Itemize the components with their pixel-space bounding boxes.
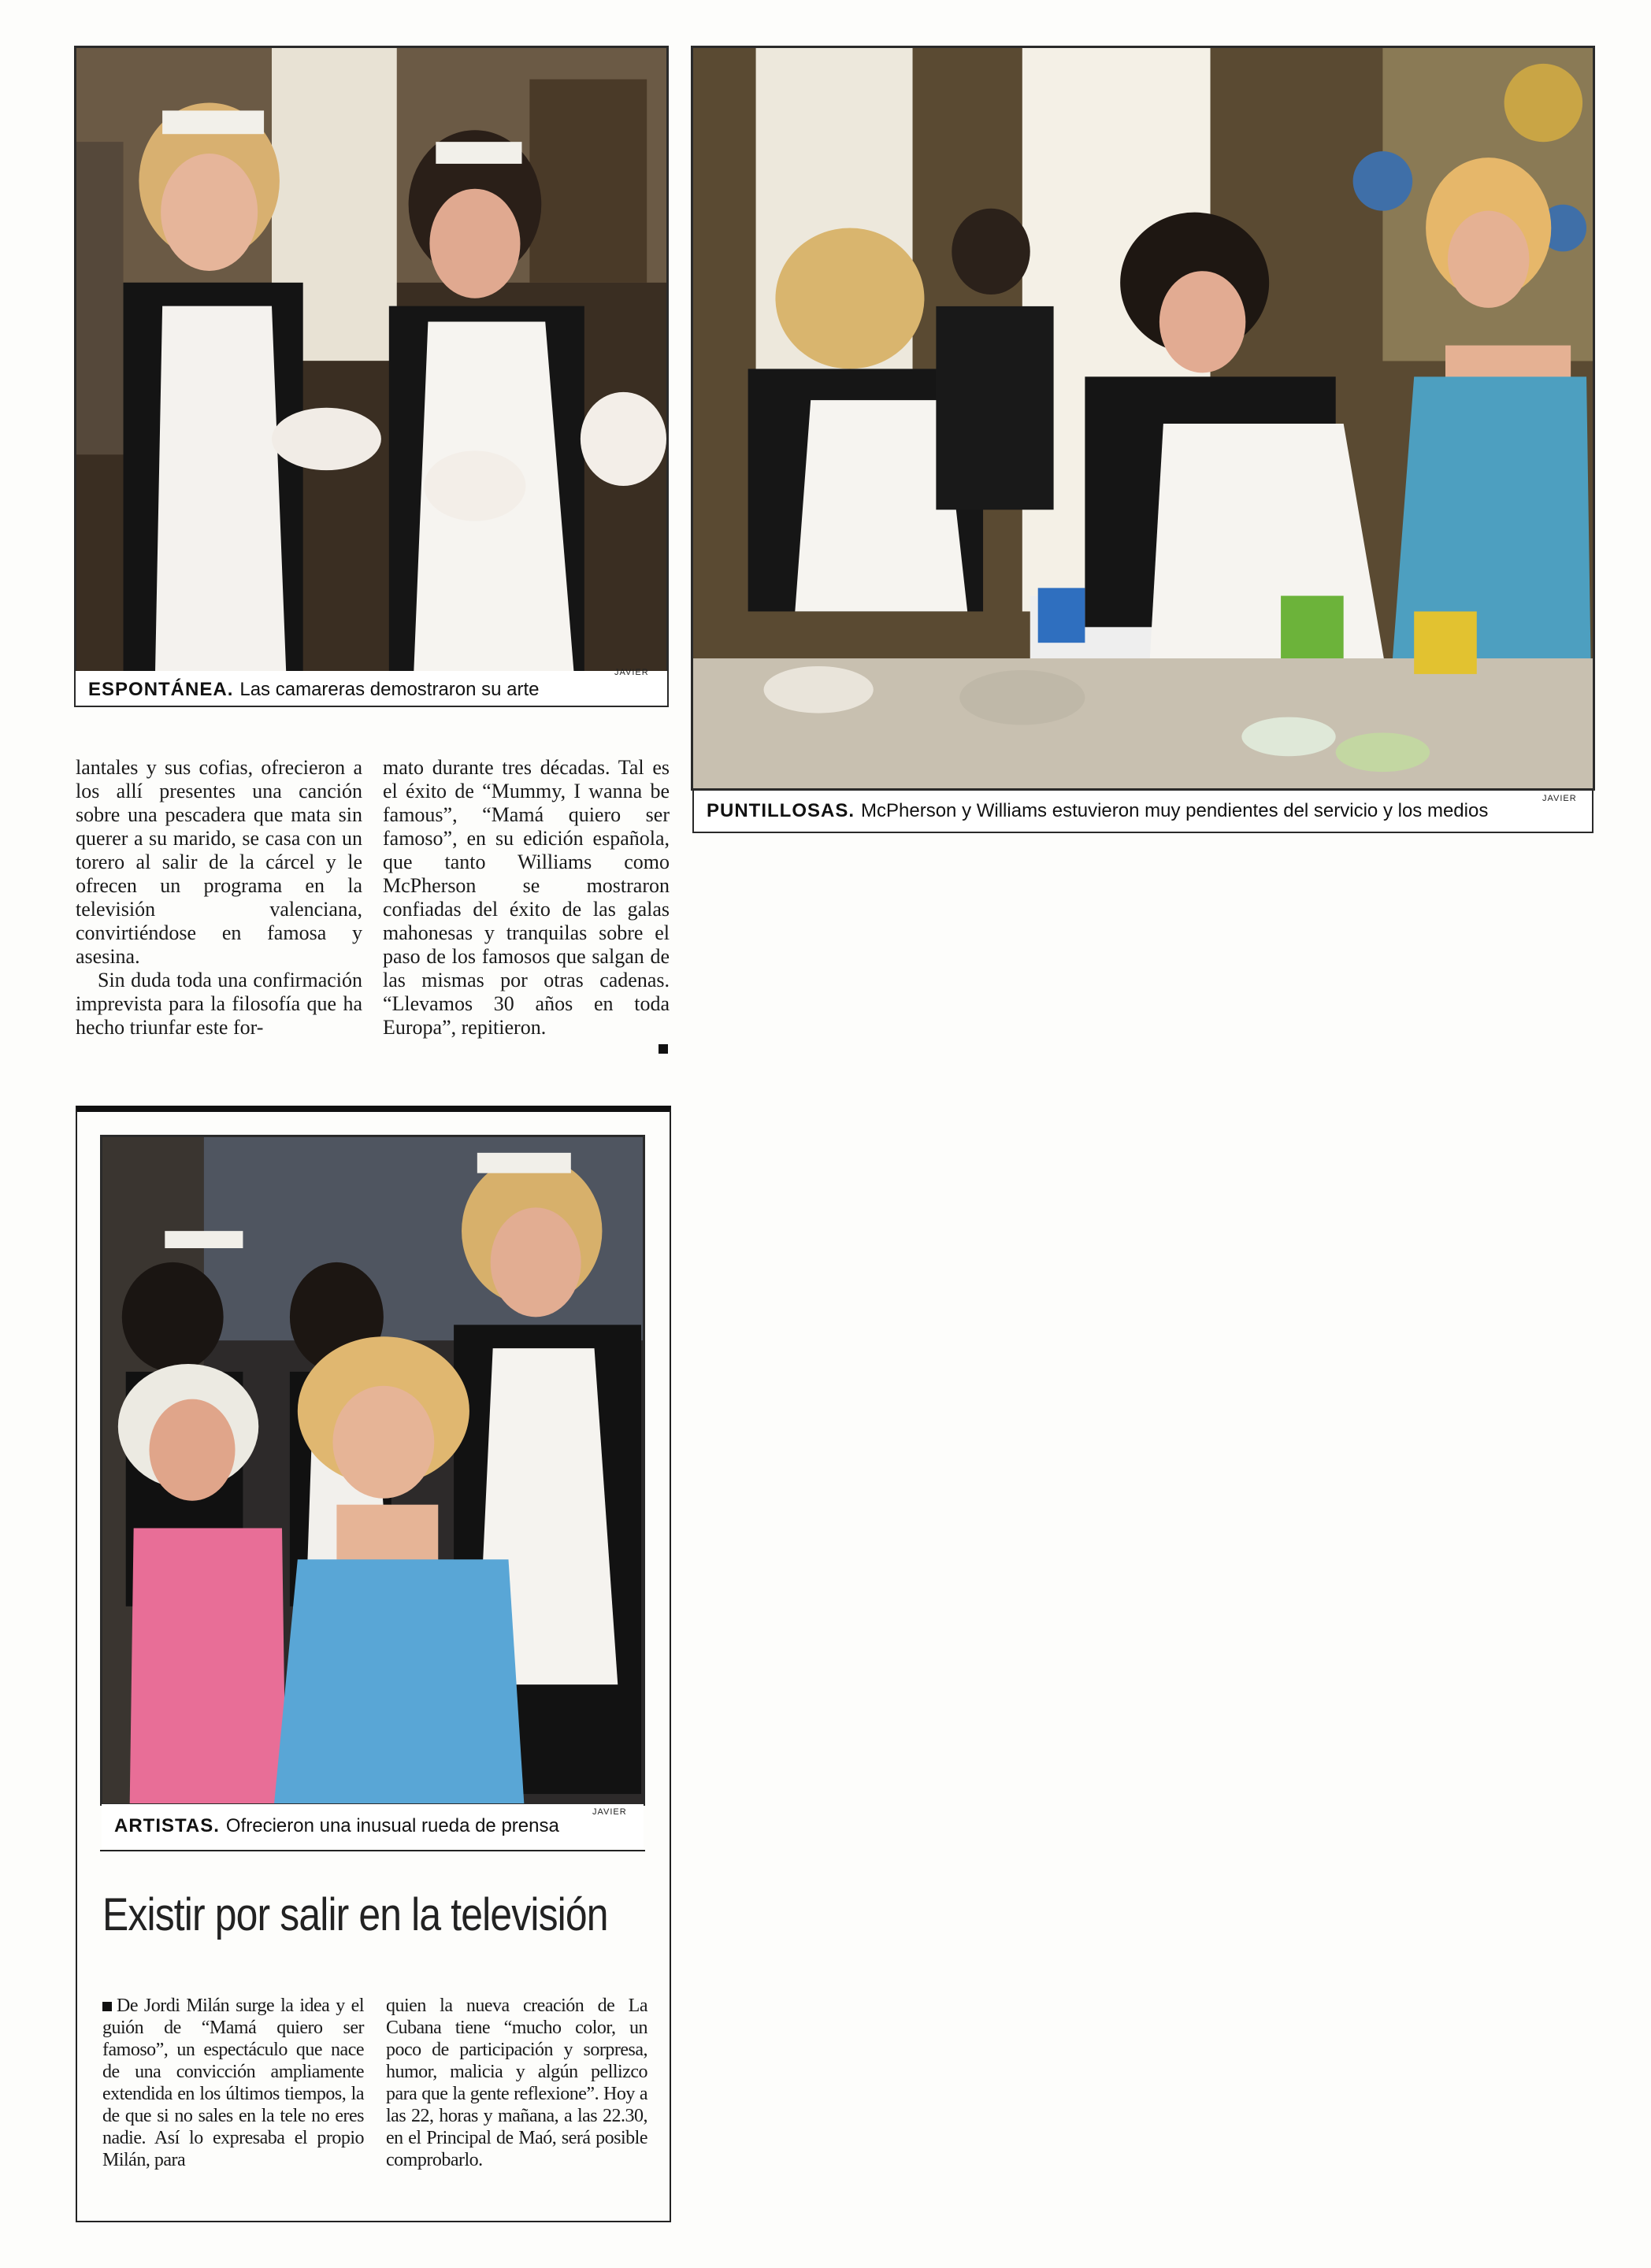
photo-puntillosas-image xyxy=(693,48,1593,788)
caption-keyword: ARTISTAS. xyxy=(114,1815,220,1836)
article-column-2 xyxy=(383,756,670,1040)
article-paragraph: lantales y sus cofias, ofrecieron a los allí presentes una canción sobre una pescadera que mata sin querer a su marido, se casa con un torero al salir de la cárcel y le ofrecen un programa en la televisión valenciana, convirtiéndose en famosa y asesina. xyxy=(76,756,362,968)
article-column-1 xyxy=(76,756,362,1040)
caption-rule xyxy=(100,1850,645,1851)
sidebar-paragraph: quien la nueva creación de La Cubana tiene “mucho color, un poco de participación y sorpresa, humor, malicia y algún pellizco para que la gente reflexione”. Hoy a las 22, horas y mañana, a las 22.30, en el Principal de Maó, será posible comprobarlo. xyxy=(386,1996,647,2170)
bullet-square xyxy=(102,2002,112,2011)
sidebar-column-2 xyxy=(386,1995,647,2171)
caption-puntillosas xyxy=(692,791,1593,833)
photo-credit: JAVIER xyxy=(614,668,649,677)
caption-keyword: PUNTILLOSAS. xyxy=(707,800,855,821)
article-paragraph: mato durante tres décadas. Tal es el éxito de “Mummy, I wanna be famous”, “Mamá quiero ser famoso”, en su edición española, que tanto Williams como McPherson se mostraron confiadas del éxito de las galas mahonesas y tranquilas sobre el paso de los famosos que salgan de las mismas por otras cadenas. “Llevamos 30 años en toda Europa”, repitieron. xyxy=(383,756,670,1039)
photo-credit: JAVIER xyxy=(1542,794,1577,803)
caption-keyword: ESPONTÁNEA. xyxy=(88,679,234,700)
photo-credit: JAVIER xyxy=(592,1807,627,1817)
photo-espontanea xyxy=(74,46,669,707)
photo-espontanea-image xyxy=(76,48,666,705)
sidebar-headline: Existir por salir en la televisión xyxy=(102,1889,608,1940)
end-mark xyxy=(659,1044,668,1054)
caption-text: McPherson y Williams estuvieron muy pendientes del servicio y los medios xyxy=(861,800,1489,821)
caption-text: Ofrecieron una inusual rueda de prensa xyxy=(225,1815,559,1836)
photo-puntillosas xyxy=(691,46,1595,791)
sidebar-paragraph: De Jordi Milán surge la idea y el guión de “Mamá quiero ser famoso”, un espectáculo que nace de una convicción ampliamente extendida en los últimos tiempos, la de que si no sales en la tele no eres nadie. Así lo expresaba el propio Milán, para xyxy=(102,1996,364,2170)
photo-artistas xyxy=(100,1135,645,1806)
sidebar-column-1 xyxy=(102,1995,364,2171)
article-paragraph: Sin duda toda una confirmación imprevista para la filosofía que ha hecho triunfar este for- xyxy=(76,969,362,1039)
caption-espontanea xyxy=(76,671,667,706)
photo-artistas-image xyxy=(102,1137,643,1803)
caption-text: Las camareras demostraron su arte xyxy=(239,679,540,700)
caption-artistas xyxy=(102,1804,644,1848)
